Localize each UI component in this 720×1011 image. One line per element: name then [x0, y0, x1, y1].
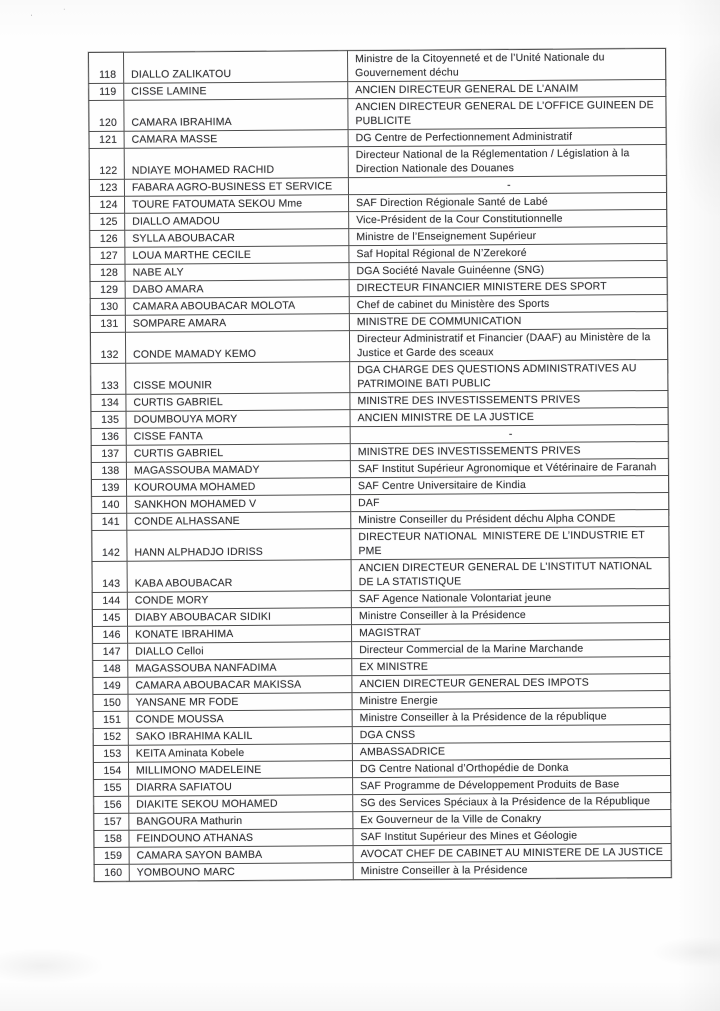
person-name: MILLIMONO MADELEINE	[128, 761, 352, 780]
person-name: CONDE MAMADY KEMO	[125, 331, 349, 364]
person-title: -	[348, 175, 666, 194]
row-number: 140	[92, 496, 127, 513]
person-title: Ministre Conseiller à la Présidence de la république	[352, 707, 670, 726]
person-name: KEITA Aminata Kobele	[128, 744, 352, 763]
person-title: Ministre de l’Enseignement Supérieur	[349, 226, 667, 245]
row-number: 118	[89, 52, 124, 83]
person-title: SAF Centre Universitaire de Kindia	[350, 475, 668, 494]
person-title: ANCIEN MINISTRE DE LA JUSTICE	[350, 407, 668, 426]
row-number: 160	[94, 864, 129, 881]
person-name: FEINDOUNO ATHANAS	[129, 829, 353, 848]
row-number: 145	[92, 609, 127, 626]
table-row	[89, 144, 666, 179]
person-title: SG des Services Spéciaux à la Présidence de la République	[353, 792, 671, 811]
person-title: DG Centre de Perfectionnement Administratif	[348, 127, 666, 146]
person-name: CURTIS GABRIEL	[126, 444, 350, 463]
row-number: 147	[93, 643, 128, 660]
row-number: 133	[91, 363, 126, 394]
person-name: CISSE FANTA	[126, 427, 350, 446]
person-title: Ministre Conseiller à la Présidence	[351, 605, 669, 624]
person-title: Directeur Administratif et Financier (DAAF) au Ministère de la Justice et Garde des sceaux	[349, 328, 667, 361]
row-number: 134	[91, 394, 126, 411]
person-title: AMBASSADRICE	[352, 741, 670, 760]
person-title: Ex Gouverneur de la Ville de Conakry	[353, 809, 671, 828]
person-title: MINISTRE DE COMMUNICATION	[349, 311, 667, 330]
person-name: CAMARA SAYON BAMBA	[129, 846, 353, 865]
row-number: 155	[94, 779, 129, 796]
person-name: CISSE MOUNIR	[126, 362, 350, 395]
row-number: 125	[90, 213, 125, 230]
person-name: DIABY ABOUBACAR SIDIKI	[127, 608, 351, 627]
table-row	[89, 96, 666, 131]
person-name: DIALLO ZALIKATOU	[124, 51, 348, 84]
person-name: SAKO IBRAHIMA KALIL	[128, 727, 352, 746]
row-number: 156	[94, 796, 129, 813]
person-name: KOUROUMA MOHAMED	[126, 478, 350, 497]
row-number: 153	[93, 745, 128, 762]
row-number: 121	[89, 131, 124, 148]
person-title: SAF Institut Supérieur des Mines et Géologie	[353, 826, 671, 845]
person-name: DOUMBOUYA MORY	[126, 410, 350, 429]
person-name: CISSE LAMINE	[124, 82, 348, 101]
person-name: SANKHON MOHAMED V	[127, 495, 351, 514]
row-number: 151	[93, 711, 128, 728]
row-number: 127	[90, 247, 125, 264]
table-row	[94, 860, 671, 881]
person-title: MINISTRE DES INVESTISSEMENTS PRIVES	[350, 441, 668, 460]
table-row	[91, 359, 668, 394]
person-title: SAF Direction Régionale Santé de Labé	[349, 192, 667, 211]
row-number: 146	[93, 626, 128, 643]
person-name: DIALLO Celloi	[128, 642, 352, 661]
person-name: MAGASSOUBA NANFADIMA	[128, 659, 352, 678]
person-name: CAMARA MASSE	[124, 130, 348, 149]
row-number: 143	[92, 561, 127, 592]
person-title: Chef de cabinet du Ministère des Sports	[349, 294, 667, 313]
person-name: KABA ABOUBACAR	[127, 560, 351, 593]
row-number: 124	[90, 196, 125, 213]
row-number: 144	[92, 592, 127, 609]
row-number: 158	[94, 830, 129, 847]
person-title: DAF	[351, 492, 669, 511]
person-title: MAGISTRAT	[352, 622, 670, 641]
person-title: SAF Institut Supérieur Agronomique et Vétérinaire de Faranah	[350, 458, 668, 477]
person-name: DIALLO AMADOU	[125, 212, 349, 231]
roster-table-body	[89, 48, 672, 881]
person-name: CAMARA ABOUBACAR MAKISSA	[128, 676, 352, 695]
person-name: CONDE MORY	[127, 591, 351, 610]
row-number: 132	[90, 332, 125, 363]
row-number: 131	[90, 315, 125, 332]
person-title: ANCIEN DIRECTEUR GENERAL DE L’ANAIM	[348, 79, 666, 98]
roster-table	[88, 48, 672, 882]
row-number: 122	[89, 148, 124, 179]
row-number: 136	[91, 428, 126, 445]
person-name: CURTIS GABRIEL	[126, 393, 350, 412]
person-title: MINISTRE DES INVESTISSEMENTS PRIVES	[350, 390, 668, 409]
person-name: DABO AMARA	[125, 280, 349, 299]
person-name: SOMPARE AMARA	[125, 314, 349, 333]
row-number: 149	[93, 677, 128, 694]
person-title: Ministre de la Citoyenneté et de l’Unité Nationale du Gouvernement déchu	[347, 48, 665, 81]
table-row	[89, 48, 666, 83]
person-name: NDIAYE MOHAMED RACHID	[124, 147, 348, 180]
person-title: EX MINISTRE	[352, 656, 670, 675]
person-title: DG Centre National d’Orthopédie de Donka	[352, 758, 670, 777]
row-number: 159	[94, 847, 129, 864]
person-title: ANCIEN DIRECTEUR GENERAL DES IMPOTS	[352, 673, 670, 692]
person-title: DIRECTEUR FINANCIER MINISTERE DES SPORT	[349, 277, 667, 296]
row-number: 142	[92, 530, 127, 561]
person-title: Directeur Commercial de la Marine Marchande	[352, 639, 670, 658]
person-title: -	[350, 424, 668, 443]
person-title: SAF Agence Nationale Volontariat jeune	[351, 588, 669, 607]
person-title: ANCIEN DIRECTEUR GENERAL DE L’OFFICE GUINEEN DE PUBLICITE	[348, 96, 666, 129]
person-name: MAGASSOUBA MAMADY	[126, 461, 350, 480]
person-title: Directeur National de la Réglementation / Législation à la Direction Nationale des Douanes	[348, 144, 666, 177]
row-number: 123	[89, 179, 124, 196]
person-name: CAMARA IBRAHIMA	[124, 99, 348, 132]
person-title: DGA CHARGE DES QUESTIONS ADMINISTRATIVES AU PATRIMOINE BATI PUBLIC	[350, 359, 668, 392]
person-title: Ministre Energie	[352, 690, 670, 709]
roster-table-container	[88, 48, 672, 882]
row-number: 150	[93, 694, 128, 711]
row-number: 141	[92, 513, 127, 530]
row-number: 130	[90, 298, 125, 315]
row-number: 157	[94, 813, 129, 830]
row-number: 128	[90, 264, 125, 281]
row-number: 137	[91, 445, 126, 462]
row-number: 138	[91, 462, 126, 479]
person-title: SAF Programme de Développement Produits de Base	[353, 775, 671, 794]
row-number: 119	[89, 83, 124, 100]
person-name: KONATE IBRAHIMA	[128, 625, 352, 644]
row-number: 126	[90, 230, 125, 247]
person-title: AVOCAT CHEF DE CABINET AU MINISTERE DE LA JUSTICE	[353, 843, 671, 862]
person-title: Ministre Conseiller du Président déchu Alpha CONDE	[351, 509, 669, 528]
person-name: BANGOURA Mathurin	[129, 812, 353, 831]
person-title: DGA Société Navale Guinéenne (SNG)	[349, 260, 667, 279]
person-name: YOMBOUNO MARC	[129, 863, 353, 882]
person-name: HANN ALPHADJO IDRISS	[127, 529, 351, 562]
row-number: 154	[93, 762, 128, 779]
handwritten-pen-marks: · ˙	[29, 6, 81, 20]
row-number: 129	[90, 281, 125, 298]
person-name: DIARRA SAFIATOU	[129, 778, 353, 797]
person-name: CONDE MOUSSA	[128, 710, 352, 729]
row-number: 148	[93, 660, 128, 677]
table-row	[92, 526, 669, 561]
row-number: 139	[91, 479, 126, 496]
person-name: TOURE FATOUMATA SEKOU Mme	[125, 195, 349, 214]
person-name: SYLLA ABOUBACAR	[125, 229, 349, 248]
person-name: FABARA AGRO-BUSINESS ET SERVICE	[124, 178, 348, 197]
person-name: NABE ALY	[125, 263, 349, 282]
table-row	[90, 328, 667, 363]
person-title: Ministre Conseiller à la Présidence	[353, 860, 671, 879]
person-name: LOUA MARTHE CECILE	[125, 246, 349, 265]
person-title: DGA CNSS	[352, 724, 670, 743]
person-name: CONDE ALHASSANE	[127, 512, 351, 531]
row-number: 120	[89, 100, 124, 131]
person-title: DIRECTEUR NATIONAL MINISTERE DE L’INDUSTRIE ET PME	[351, 526, 669, 559]
person-name: YANSANE MR FODE	[128, 693, 352, 712]
person-title: Vice-Président de la Cour Constitutionnelle	[349, 209, 667, 228]
person-name: DIAKITE SEKOU MOHAMED	[129, 795, 353, 814]
table-row	[92, 557, 669, 592]
row-number: 152	[93, 728, 128, 745]
row-number: 135	[91, 411, 126, 428]
person-title: ANCIEN DIRECTEUR GENERAL DE L’INSTITUT NATIONAL DE LA STATISTIQUE	[351, 557, 669, 590]
person-name: CAMARA ABOUBACAR MOLOTA	[125, 297, 349, 316]
person-title: Saf Hopital Régional de N’Zerekoré	[349, 243, 667, 262]
